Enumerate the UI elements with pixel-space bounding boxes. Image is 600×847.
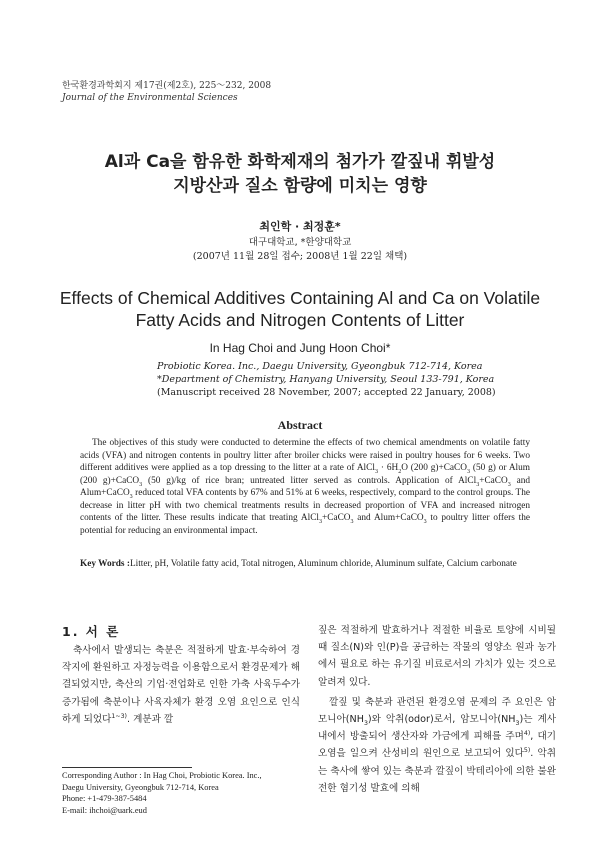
abstract-sub: 3 xyxy=(139,481,143,488)
title-english xyxy=(0,287,600,331)
abstract-sub: 2 xyxy=(398,468,402,475)
subscript: 3 xyxy=(515,719,520,727)
received-korean: (2007년 11월 28일 접수; 2008년 1월 22일 채택) xyxy=(192,251,408,262)
intro-text: )는 계사내에서 방출되어 생산자와 가금에게 피해를 주며 xyxy=(318,714,556,743)
keywords-text: Litter, pH, Volatile fatty acid, Total nitrogen, Aluminum chloride, Aluminum sulfate, Calcium carbonate xyxy=(129,559,517,569)
affiliation-english xyxy=(157,360,496,399)
title-english-line2: Fatty Acids and Nitrogen Contents of Litter xyxy=(135,310,465,330)
abstract-formula: +CaCO xyxy=(322,513,351,523)
footnote-line2: Daegu University, Gyeongbuk 712-714, Korea xyxy=(62,782,219,792)
intro-left-column xyxy=(62,642,300,728)
abstract-sub: 3 xyxy=(466,468,470,475)
intro-right-para1: 짚은 적절하게 발효하거나 적절한 비율로 토양에 시비될 때 질소(N)와 인(P)을 공급하는 작물의 영양소 원과 농가에서 필요로 하는 유기질 비료로서의 가치가 있는 것으로 알려져 있다. xyxy=(318,625,556,688)
abstract-sub: 3 xyxy=(423,518,427,525)
abstract-sub: 3 xyxy=(129,493,133,500)
abstract-formula: and Alum+CaCO xyxy=(353,513,424,523)
title-korean-line1: Al과 Ca을 함유한 화학제재의 첨가가 깔짚내 휘발성 xyxy=(104,152,496,172)
abstract-sub: 3 xyxy=(374,468,378,475)
abstract-text-5: reduced total VFA contents by 67% and 51% at 6 weeks, respectively, compard to the control groups. The decrease in litter pH with two chemical treatments results in decreased proportion of VFA and increased nitrogen contents of the litter. These results indicate that treating AlCl xyxy=(80,488,530,523)
affiliation-english-line1: Probiotic Korea. Inc., Daegu University, Gyeongbuk 712-714, Korea xyxy=(157,361,483,372)
title-korean-line2: 지방산과 질소 함량에 미치는 영향 xyxy=(173,176,427,196)
intro-left-text: 축사에서 발생되는 축분은 적절하게 발효·부숙하여 경작지에 환원하고 자정능력을 이용함으로서 환경문제가 해결되었지만, 축산의 기업·전업화로 인한 가축 사육두수가 증가됨에 축분이나 사육자체가 환경 오염 요인으로 인식하게 되었다 xyxy=(62,645,300,725)
journal-header xyxy=(62,80,271,104)
abstract-formula: O xyxy=(401,463,408,473)
abstract-formula: and Alum+CaCO xyxy=(80,475,530,498)
corresponding-author-footnote xyxy=(62,770,262,816)
intro-text: 깔짚 및 축분과 관련된 환경오염 문제의 주 요인은 암모니아(NH xyxy=(318,696,556,726)
abstract-text-3: (50 g) or Alum (200 g)+CaCO xyxy=(80,463,531,486)
abstract-sub: 3 xyxy=(350,518,354,525)
intro-right-column xyxy=(318,622,556,797)
abstract-body xyxy=(80,437,530,537)
subscript: 3 xyxy=(363,719,368,727)
authors-korean: 최인학 · 최정훈* xyxy=(259,220,341,233)
citation-ref: 1~3) xyxy=(111,712,127,720)
abstract-text-2: (200 g)+CaCO xyxy=(407,463,467,473)
footnote-divider xyxy=(62,767,192,768)
abstract-sub: 3 xyxy=(476,481,480,488)
intro-text: , 대기오염을 일으켜 산성비의 원인으로 보고되어 있다 xyxy=(318,731,556,760)
footnote-phone: Phone: +1-479-387-5484 xyxy=(62,794,147,803)
manuscript-dates: (Manuscript received 28 November, 2007; accepted 22 January, 2008) xyxy=(157,387,496,398)
title-korean xyxy=(0,150,600,198)
authors-english: In Hag Choi and Jung Hoon Choi* xyxy=(209,341,391,355)
keywords xyxy=(80,558,530,571)
abstract-sub: 3 xyxy=(507,481,511,488)
keywords-label: Key Words : xyxy=(80,559,130,569)
intro-text: . 악취는 축사에 쌓여 있는 축분과 깔짚이 박테리아에 의한 불완전한 혐기성 발효에 의해 xyxy=(318,748,556,794)
intro-left-tail: . 계분과 깔 xyxy=(126,713,174,725)
abstract-text-4: (50 g)/kg of rice bran; untreated litter served as controls. Application of AlCl xyxy=(142,475,477,486)
citation-ref: 4) xyxy=(523,730,531,738)
footnote-line1: Corresponding Author : In Hag Choi, Probiotic Korea. Inc., xyxy=(62,771,262,780)
intro-text: )와 악취(odor)로서, 암모니아(NH xyxy=(367,714,516,726)
abstract-text-6: to poultry litter offers the potential for reducing an environmental impact. xyxy=(80,513,530,536)
abstract-formula: +CaCO xyxy=(479,475,508,486)
journal-citation: 한국환경과학회지 제17권(제2호), 225～232, 2008 xyxy=(62,81,272,91)
abstract-text-1: The objectives of this study were conducted to determine the effects of two chemical amendments on volatile fatty acids (VFA) and nitrogen contents in poultry litter after broiler chicks were raised in poultry houses for 6 weeks. Two different additives were applied as a top dressing to the litter at a rate of AlCl xyxy=(80,438,530,473)
affiliation-korean: 대구대학교, *한양대학교 xyxy=(248,237,352,248)
abstract-formula: 6H xyxy=(386,463,399,473)
section-heading-introduction: 1. 서 론 xyxy=(62,624,121,639)
footnote-email: E-mail: ihchoi@uark.eud xyxy=(62,805,147,815)
citation-ref: 5) xyxy=(523,747,531,755)
intro-right-para2 xyxy=(318,694,556,797)
title-english-line1: Effects of Chemical Additives Containing Al and Ca on Volatile xyxy=(59,288,541,308)
affiliation-english-line2: *Department of Chemistry, Hanyang University, Seoul 133-791, Korea xyxy=(157,374,495,385)
abstract-sub: 3 xyxy=(318,518,322,525)
abstract-heading: Abstract xyxy=(277,418,323,432)
journal-name: Journal of the Environmental Sciences xyxy=(62,93,238,103)
abstract-bullet: · xyxy=(377,463,387,473)
